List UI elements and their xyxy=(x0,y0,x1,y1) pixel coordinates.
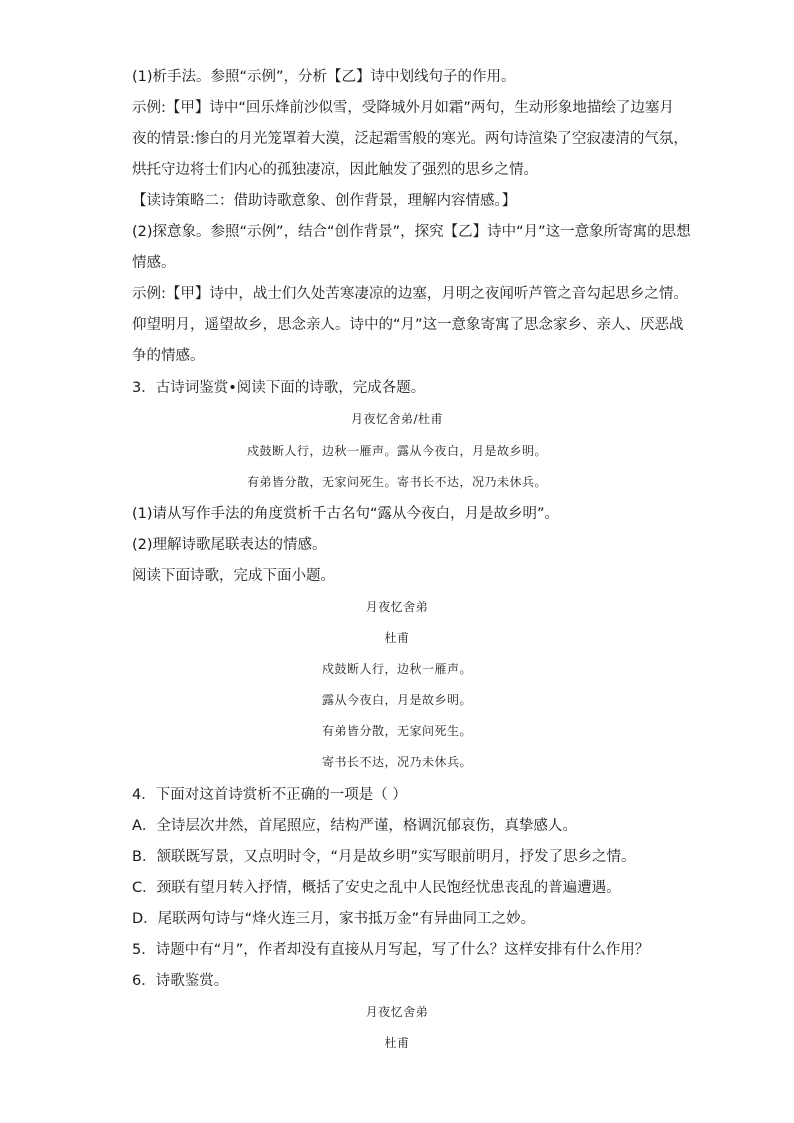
example-2-line-3: 争的情感。 xyxy=(132,348,205,364)
poem-line: 寄书长不达，况乃未休兵。 xyxy=(321,755,472,769)
option-d: D．尾联两句诗与“烽火连三月，家书抵万金”有异曲同工之妙。 xyxy=(132,911,536,927)
example-1-line-3: 烘托守边将士们内心的孤独凄凉，因此触发了强烈的思乡之情。 xyxy=(132,162,538,178)
poem-title: 月夜忆舍弟 xyxy=(365,600,429,614)
option-a: A．全诗层次井然，首尾照应，结构严谨，格调沉郁哀伤，真挚感人。 xyxy=(132,818,577,834)
question-4-stem: 4．下面对这首诗赏析不正确的一项是（ ） xyxy=(132,787,407,803)
poem-line: 戍鼓断人行，边秋一雁声。 xyxy=(321,662,472,676)
poem-line: 有弟皆分散，无家问死生。寄书长不达，况乃未休兵。 xyxy=(246,475,547,489)
poem-author: 杜甫 xyxy=(384,631,410,645)
poem-line: 有弟皆分散，无家问死生。 xyxy=(321,724,472,738)
poem-title: 月夜忆舍弟 xyxy=(365,1005,429,1019)
strategy-heading: 【读诗策略二：借助诗歌意象、创作背景，理解内容情感。】 xyxy=(132,193,517,209)
question-2-1: (1)析手法。参照“示例”，分析【乙】诗中划线句子的作用。 xyxy=(132,69,516,85)
example-1-line-1: 示例:【甲】诗中“回乐烽前沙似雪，受降城外月如霜”两句，生动形象地描绘了边塞月 xyxy=(132,100,674,116)
question-3-1: (1)请从写作手法的角度赏析千古名句“露从今夜白，月是故乡明”。 xyxy=(132,506,560,522)
question-6-stem: 6．诗歌鉴赏。 xyxy=(132,973,229,989)
example-2-line-1: 示例:【甲】诗中，战士们久处苦寒凄凉的边塞，月明之夜闻听芦管之音勾起思乡之情。 xyxy=(132,286,688,302)
example-2-line-2: 仰望明月，遥望故乡，思念亲人。诗中的“月”这一意象寄寓了思念家乡、亲人、厌恶战 xyxy=(132,317,684,333)
question-2-2-line-1: (2)探意象。参照“示例”，结合“创作背景”，探究【乙】诗中“月”这一意象所寄寓的思想 xyxy=(132,224,691,240)
option-b: B．颔联既写景，又点明时令，“月是故乡明”实写眼前明月，抒发了思乡之情。 xyxy=(132,849,636,865)
poem-author: 杜甫 xyxy=(384,1036,410,1050)
question-3-2: (2)理解诗歌尾联表达的情感。 xyxy=(132,537,327,553)
question-3-heading: 3．古诗词鉴赏•阅读下面的诗歌，完成各题。 xyxy=(132,380,426,396)
poem-line: 戍鼓断人行，边秋一雁声。露从今夜白，月是故乡明。 xyxy=(246,444,547,458)
reading-intro: 阅读下面诗歌，完成下面小题。 xyxy=(132,568,335,584)
poem-title: 月夜忆舍弟/杜甫 xyxy=(350,412,444,426)
question-5: 5．诗题中有“月”，作者却没有直接从月写起，写了什么？这样安排有什么作用？ xyxy=(132,942,650,958)
question-2-2-line-2: 情感。 xyxy=(132,255,176,271)
example-1-line-2: 夜的情景:惨白的月光笼罩着大漠，泛起霜雪般的寒光。两句诗渲染了空寂凄清的气氛， xyxy=(132,131,688,147)
option-c: C．颈联有望月转入抒情，概括了安史之乱中人民饱经忧患丧乱的普遍遭遇。 xyxy=(132,880,621,896)
poem-line: 露从今夜白，月是故乡明。 xyxy=(321,693,472,707)
